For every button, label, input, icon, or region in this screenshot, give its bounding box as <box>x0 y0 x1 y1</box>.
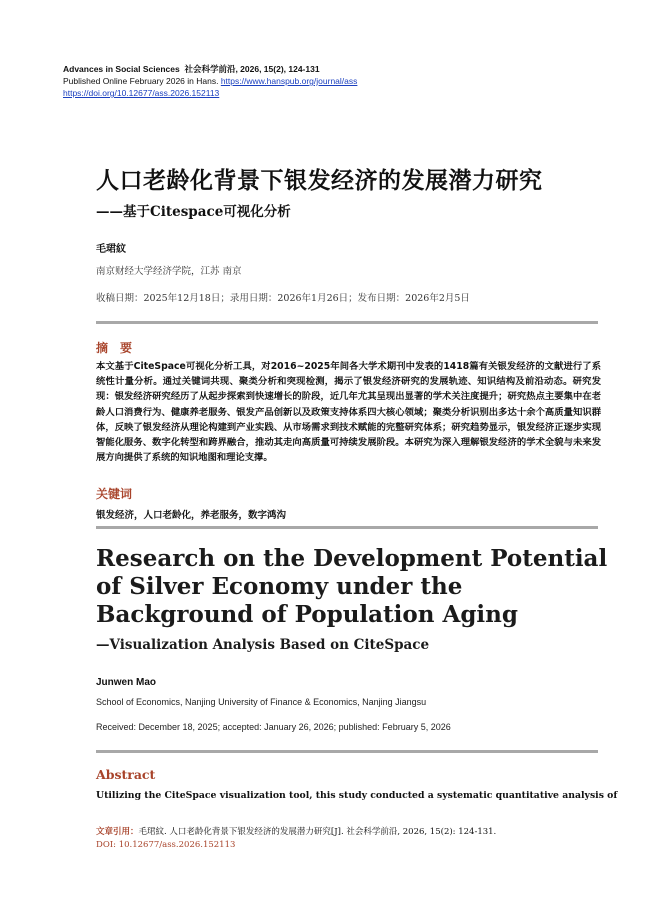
divider-bottom <box>96 750 598 753</box>
en-abstract-heading: Abstract <box>96 767 156 782</box>
doi-url-link[interactable]: https://doi.org/10.12677/ass.2026.152113 <box>63 88 220 98</box>
published-line <box>63 76 357 87</box>
citation-block <box>96 826 496 852</box>
cn-abstract: 本文基于CiteSpace可视化分析工具，对2016~2025年间各大学术期刊中发表的1418篇有关银发经济的文献进行了系统性计量分析。通过关键词共现、聚类分析和突现检测，揭示了银发经济研究的发展轨迹、知识结构及前沿动态。研究发现：银发经济研究经历了从起步探索到快速增长的阶段，近几年尤其呈现出显著的学术关注度提升；研究热点主要集中在老龄人口消费行为、健康养老服务、银发产品创新以及政策支持体系四大核心领域；聚类分析识别出多达十余个高质量知识群体，反映了银发经济从理论构建到产业实践、从市场需求到技术赋能的完整研究体系；研究趋势显示，银发经济正逐步实现智能化服务、数字化转型和跨界融合，推动其走向高质量可持续发展阶段。本研究为深入理解银发经济的学术全貌与未来发展方向提供了系统的知识地图和理论支撑。 <box>96 361 601 464</box>
journal-header <box>63 64 320 75</box>
doi-line <box>63 88 219 99</box>
cn-subtitle: ——基于Citespace可视化分析 <box>96 204 291 220</box>
journal-volume: , 2026, 15(2), 124-131 <box>235 64 320 74</box>
journal-name-cn: 社会科学前沿 <box>184 64 236 74</box>
citation-line <box>96 826 496 839</box>
citation-text: 毛珺紋. 人口老龄化背景下银发经济的发展潜力研究[J]. 社会科学前沿, 2026, 15(2): 124-131. <box>138 827 497 837</box>
citation-doi: DOI: 10.12677/ass.2026.152113 <box>96 840 236 850</box>
cn-author: 毛珺紋 <box>96 244 126 255</box>
en-title: Research on the Development Potential of Silver Economy under the Background of Population Aging <box>96 545 608 628</box>
en-abstract: Utilizing the CiteSpace visualization tool, this study conducted a systematic quantitative analysis of <box>96 790 618 801</box>
en-author: Junwen Mao <box>96 677 157 688</box>
citation-label: 文章引用： <box>96 827 139 837</box>
divider-middle <box>96 526 598 529</box>
cn-keywords: 银发经济，人口老龄化，养老服务，数字鸿沟 <box>96 510 287 521</box>
published-text: Published Online February 2026 in Hans. <box>63 76 219 86</box>
divider-top <box>96 321 598 324</box>
cn-abstract-heading: 摘 要 <box>96 341 133 355</box>
cn-dates: 收稿日期：2025年12月18日；录用日期：2026年1月26日；发布日期：2026年2月5日 <box>96 293 470 304</box>
en-affiliation: School of Economics, Nanjing University of Finance & Economics, Nanjing Jiangsu <box>96 697 427 707</box>
cn-affiliation: 南京财经大学经济学院，江苏 南京 <box>96 266 242 277</box>
cn-keywords-heading: 关键词 <box>96 487 133 501</box>
cn-title: 人口老龄化背景下银发经济的发展潜力研究 <box>96 168 543 194</box>
en-subtitle: —Visualization Analysis Based on CiteSpace <box>96 637 430 653</box>
en-dates: Received: December 18, 2025; accepted: January 26, 2026; published: February 5, 2026 <box>96 722 451 732</box>
journal-url-link[interactable]: https://www.hanspub.org/journal/ass <box>220 76 358 86</box>
journal-name-en: Advances in Social Sciences <box>63 64 180 74</box>
